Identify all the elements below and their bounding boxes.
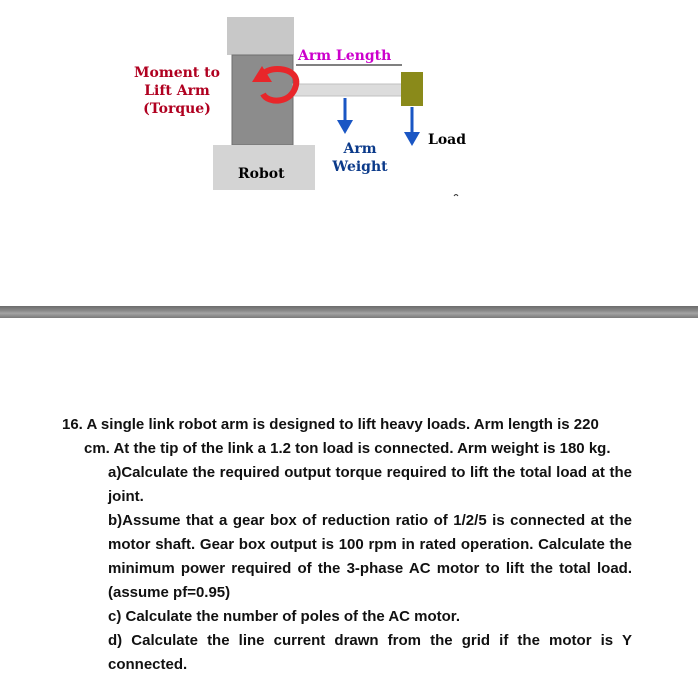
problem-parts (62, 461, 632, 677)
arm-weight-arrow-icon (337, 98, 353, 134)
load-label: Load (428, 132, 467, 148)
robot-label: Robot (238, 166, 285, 182)
robot-top-cap (227, 17, 294, 55)
load-arrow-icon (404, 107, 420, 146)
problem-statement-rest: cm. At the tip of the link a 1.2 ton load is connected. Arm weight is 180 kg. (84, 440, 611, 457)
section-divider (0, 306, 698, 318)
problem-statement-line1: A single link robot arm is designed to lift heavy loads. Arm length is 220 (86, 416, 599, 433)
robot-arm-diagram (0, 0, 698, 300)
moment-label-line1: Moment to (134, 65, 220, 81)
moment-label-line3: (Torque) (143, 101, 211, 117)
load-block (401, 72, 423, 106)
small-mark (454, 195, 458, 197)
moment-label (122, 64, 232, 118)
arm-weight-label (326, 140, 394, 176)
part-a: a)Calculate the required output torque required to lift the total load at the joint. (108, 464, 632, 505)
problem-16 (62, 413, 632, 677)
part-d: d) Calculate the line current drawn from the grid if the motor is Y connected. (108, 632, 632, 673)
part-b: b)Assume that a gear box of reduction ratio of 1/2/5 is connected at the motor shaft. Gear box output is 100 rpm in rated operation. Calculate the minimum power required of the 3-phase AC motor to lift the total load. (assume pf=0.95) (108, 512, 632, 601)
arm-link (293, 84, 403, 96)
arm-weight-label-line2: Weight (332, 159, 388, 175)
problem-statement-first-line (62, 413, 632, 437)
arm-weight-label-line1: Arm (343, 141, 377, 157)
part-c: c) Calculate the number of poles of the AC motor. (108, 608, 460, 625)
problem-number: 16. (62, 416, 83, 433)
arm-length-label: Arm Length (298, 48, 392, 64)
moment-label-line2: Lift Arm (144, 83, 210, 99)
